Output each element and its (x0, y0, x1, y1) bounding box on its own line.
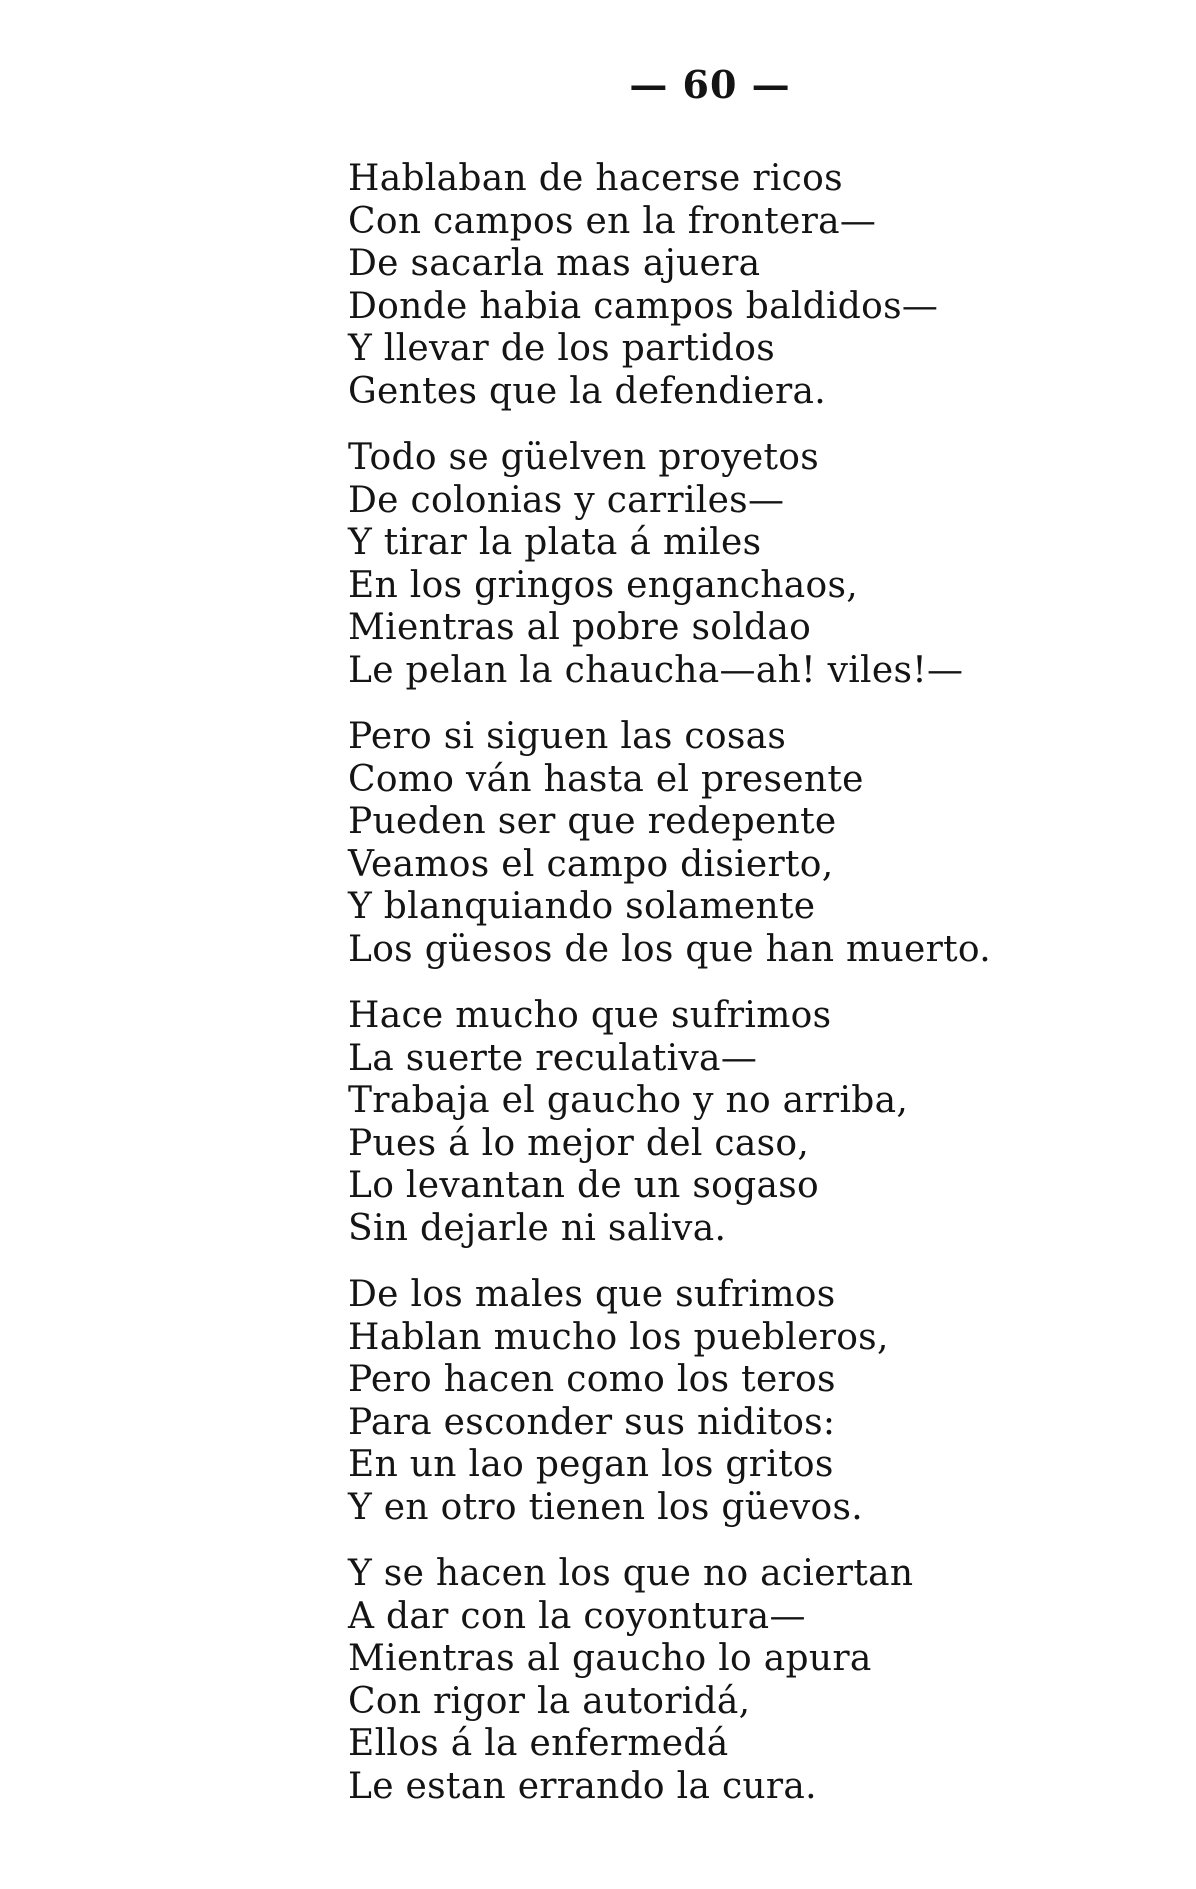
verse-line: Ellos á la enfermedá (348, 1723, 729, 1764)
verse-line: Hablan mucho los puebleros, (348, 1316, 889, 1358)
verse-line: Pueden ser que redepente (348, 801, 837, 842)
verse-line: Los güesos de los que han muerto. (348, 928, 991, 970)
verse-line: La suerte reculativa— (348, 1037, 758, 1079)
verse-line: De los males que sufrimos (348, 1274, 836, 1315)
verse-line: Lo levantan de un sogaso (348, 1165, 819, 1206)
verse-line: Donde habia campos baldidos— (348, 285, 939, 327)
page-number: — 60 — (629, 62, 791, 107)
verse-line: Y blanquiando solamente (348, 886, 816, 927)
verse-line: Y se hacen los que no aciertan (348, 1553, 914, 1594)
verse-line: Y llevar de los partidos (348, 328, 775, 369)
verse-line: Mientras al gaucho lo apura (348, 1638, 872, 1679)
verse-line: Le estan errando la cura. (348, 1765, 817, 1807)
verse-line: Trabaja el gaucho y no arriba, (348, 1080, 909, 1121)
stanza-2 (348, 437, 1008, 692)
verse-line: Pero si siguen las cosas (348, 716, 787, 757)
verse-line: Gentes que la defendiera. (348, 370, 826, 412)
verse-line: Para esconder sus niditos: (348, 1401, 836, 1443)
stanza-5 (348, 1274, 1008, 1529)
verse-line: Hablaban de hacerse ricos (348, 158, 843, 199)
verse-line: De sacarla mas ajuera (348, 243, 761, 284)
verse-line: Mientras al pobre soldao (348, 607, 812, 648)
verse-line: En los gringos enganchaos, (348, 564, 858, 606)
stanza-1 (348, 158, 1008, 413)
verse-line: Con campos en la frontera— (348, 200, 877, 242)
verse-line: Y tirar la plata á miles (348, 522, 762, 563)
verse-line: Hace mucho que sufrimos (348, 995, 832, 1036)
verse-line: Y en otro tienen los güevos. (348, 1486, 863, 1528)
stanza-6 (348, 1553, 1008, 1808)
verse-line: Pero hacen como los teros (348, 1359, 836, 1400)
verse-line: En un lao pegan los gritos (348, 1444, 834, 1485)
verse-line: Le pelan la chaucha—ah! viles!— (348, 649, 964, 691)
verse-line: Sin dejarle ni saliva. (348, 1207, 727, 1249)
verse-line: Pues á lo mejor del caso, (348, 1122, 810, 1164)
poem (348, 158, 1008, 1832)
verse-line: Veamos el campo disierto, (348, 843, 834, 885)
verse-line: De colonias y carriles— (348, 479, 785, 521)
verse-line: Todo se güelven proyetos (348, 437, 819, 478)
verse-line: Con rigor la autoridá, (348, 1680, 751, 1722)
stanza-4 (348, 995, 1008, 1250)
verse-line: A dar con la coyontura— (348, 1595, 806, 1637)
stanza-3 (348, 716, 1008, 971)
verse-line: Como ván hasta el presente (348, 758, 864, 800)
